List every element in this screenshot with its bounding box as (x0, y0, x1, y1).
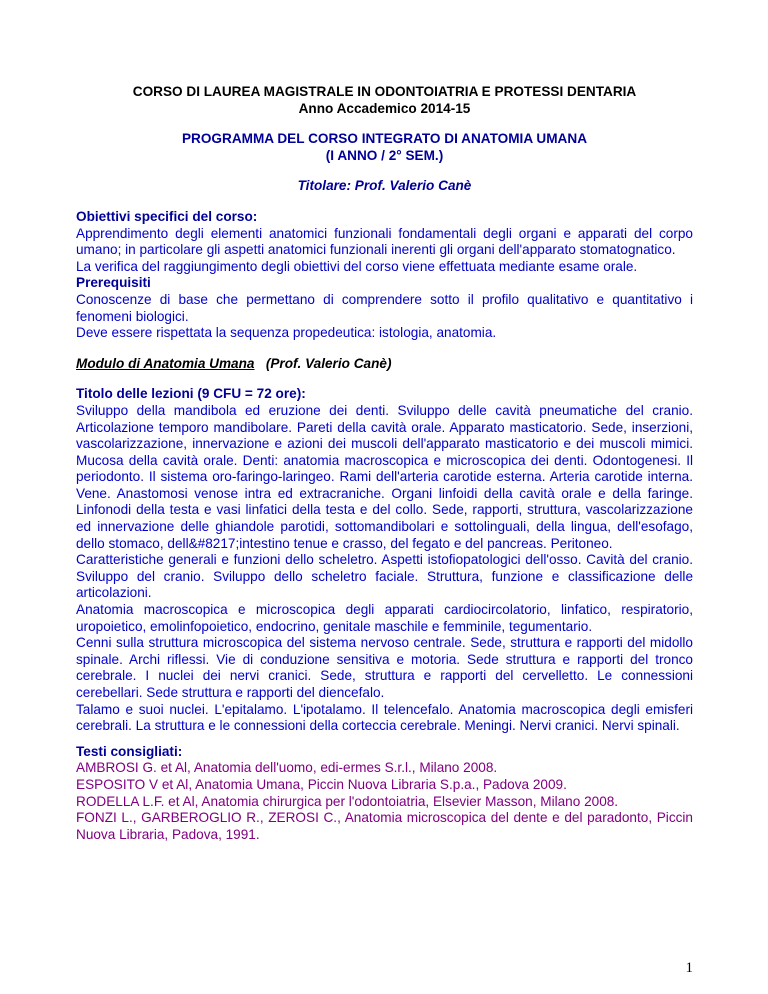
prerequisites-text-2: Deve essere rispettata la sequenza propedeutica: istologia, anatomia. (76, 325, 497, 341)
book-item: FONZI L., GARBEROGLIO R., ZEROSI C., Anatomia microscopica del dente e del paradonto, Piccin Nuova Libraria, Padova, 1991. (76, 810, 693, 842)
lessons-paragraph-3: Anatomia macroscopica e microscopica degli apparati cardiocircolatorio, linfatico, respiratorio, uropoietico, emolinfopoietico, endocrino, genitale maschile e femminile, tegumentario. (76, 602, 693, 634)
lessons-heading: Titolo delle lezioni (9 CFU = 72 ore): (76, 386, 306, 402)
document-page (76, 84, 693, 843)
prerequisites-text-1: Conoscenze di base che permettano di comprendere sotto il profilo qualitativo e quantitativo i fenomeni biologici. (76, 291, 693, 324)
academic-year: Anno Accademico 2014-15 (298, 100, 471, 116)
prerequisites-heading: Prerequisiti (76, 275, 151, 291)
objectives-heading: Obiettivi specifici del corso: (76, 208, 258, 224)
objectives-text-2: La verifica del raggiungimento degli obiettivi del corso viene effettuata mediante esame orale. (76, 258, 638, 274)
module-name: Modulo di Anatomia Umana (76, 355, 255, 371)
lessons-paragraph-5: Talamo e suoi nuclei. L'epitalamo. L'ipotalamo. Il telencefalo. Anatomia macroscopica degli emisferi cerebrali. La struttura e le connessioni della corteccia cerebrale. Meningi. Nervi cranici. Nervi spinali. (76, 701, 693, 734)
page-number: 1 (685, 960, 693, 976)
book-item: AMBROSI G. et Al, Anatomia dell'uomo, edi-ermes S.r.l., Milano 2008. (76, 760, 498, 776)
book-item: ESPOSITO V et Al, Anatomia Umana, Piccin Nuova Libraria S.p.a., Padova 2009. (76, 776, 567, 792)
module-heading (76, 356, 693, 373)
lessons-paragraph-1: Sviluppo della mandibola ed eruzione dei denti. Sviluppo delle cavità pneumatiche del cranio. Articolazione temporo mandibolare. Pareti della cavità orale. Apparato masticatorio. Sede, inserzioni, vascolarizzazione, innervazione e azioni dei muscoli dell'apparato masticatorio e dei muscoli mimici. Mucosa della cavità orale. Denti: anatomia macroscopica e microscopica dei denti. Odontogenesi. Il periodonto. Il sistema oro-faringo-laringeo. Rami dell'arteria carotide esterna. Arteria carotide interna. Vene. Anastomosi venose intra ed extracraniche. Organi linfoidi della cavità orale e della faringe. Linfonodi della testa e vasi linfatici della testa e del collo. Sede, rapporti, struttura, vascolarizzazione ed innervazione delle ghiandole parotidi, sottomandibolari e sottolinguali, della lingua, dell'esofago, dello stomaco, dell&#8217;intestino tenue e crasso, del fegato e del pancreas. Peritoneo. (76, 402, 693, 551)
program-title-line1: PROGRAMMA DEL CORSO INTEGRATO DI ANATOMIA UMANA (181, 131, 588, 147)
course-holder: Titolare: Prof. Valerio Canè (297, 178, 472, 194)
objectives-text-1: Apprendimento degli elementi anatomici funzionali fondamentali degli organi e apparati del corpo umano; in particolare gli aspetti anatomici funzionali inerenti gli organi dell'apparato stomatognatico. (76, 225, 693, 258)
book-item: RODELLA L.F. et Al, Anatomia chirurgica per l'odontoiatria, Elsevier Masson, Milano 2008. (76, 793, 619, 809)
program-title-line2: (I ANNO / 2° SEM.) (325, 147, 444, 163)
module-teacher: (Prof. Valerio Canè) (265, 355, 392, 371)
course-title: CORSO DI LAUREA MAGISTRALE IN ODONTOIATRIA E PROTESSI DENTARIA (132, 84, 637, 99)
lessons-paragraph-4: Cenni sulla struttura microscopica del sistema nervoso centrale. Sede, struttura e rapporti del midollo spinale. Archi riflessi. Vie di conduzione sensitiva e motoria. Sede struttura e rapporti del tronco cerebrale. I nuclei dei nervi cranici. Sede, struttura e rapporti del cervelletto. Le connessioni cerebellari. Sede struttura e rapporti del diencefalo. (76, 635, 693, 700)
books-heading: Testi consigliati: (76, 743, 183, 759)
lessons-paragraph-2: Caratteristiche generali e funzioni dello scheletro. Aspetti istofiopatologici dell'osso. Cavità del cranio. Sviluppo del cranio. Sviluppo dello scheletro faciale. Struttura, funzione e classificazione delle articolazioni. (76, 552, 693, 601)
